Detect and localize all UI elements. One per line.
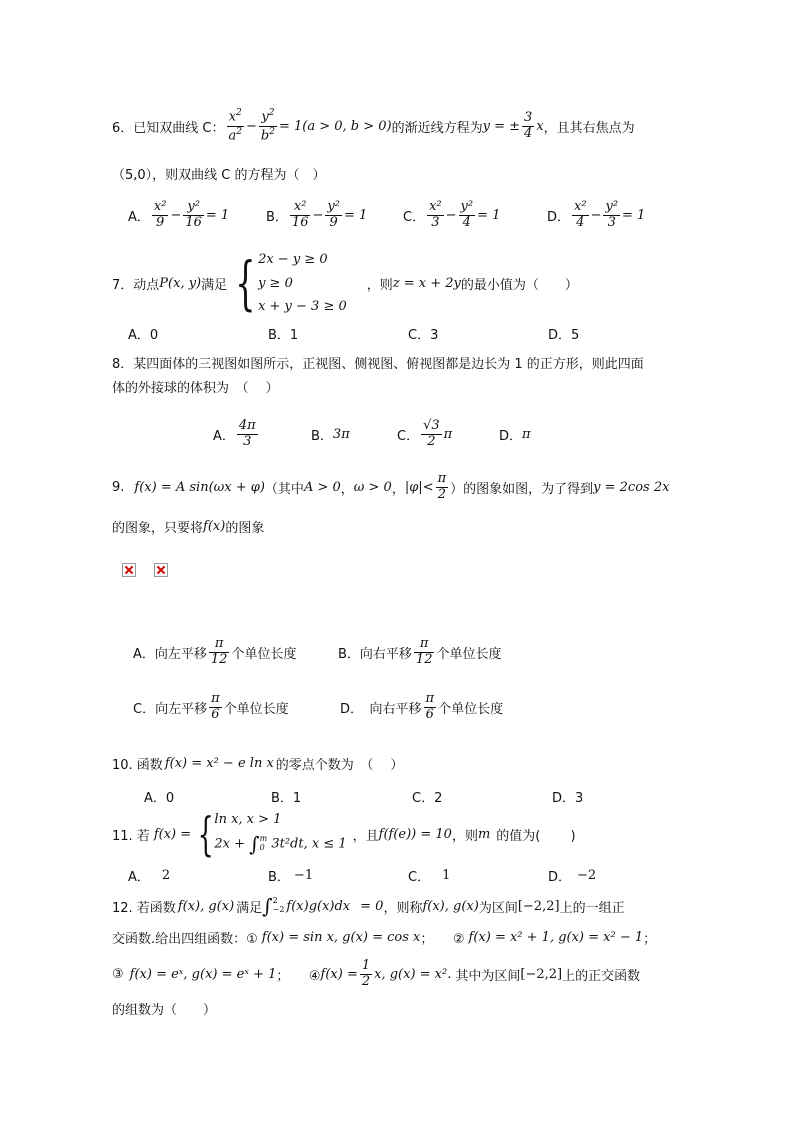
q12-line4: 的组数为（ ）: [112, 1003, 217, 1018]
q7-point: P(x, y): [159, 275, 202, 291]
q6-asym-pre: y = ±: [482, 118, 521, 134]
q9-option-b: B．向右平移 $\frac{\pi}{12}$ 个单位长度: [338, 635, 502, 667]
q7-post: 的最小值为（ ）: [460, 277, 578, 293]
q6-option-a: A． $\frac{\text{x²}}{9}$ − $\frac{\text{y²}}{16}$ = 1: [128, 198, 230, 230]
q7-then: ，则: [366, 277, 393, 293]
broken-image-icon: [122, 563, 136, 577]
q7-line: [112, 250, 578, 316]
q6-option-d: D． $\frac{\text{x²}}{4}$ − $\frac{\text{y²}}{3}$ = 1: [547, 198, 646, 230]
q8-line2: 体的外接球的体积为 （ ）: [112, 381, 279, 396]
q6-line2: （5,0），则双曲线 C 的方程为（ ）: [112, 168, 326, 183]
q6-line1: 6． 已知双曲线 C： $\frac{x^2}{a^2}$ − $\frac{y^2}{b^2}$ = 1(a > 0, b > 0) 的渐近线方程为 y = ± $\frac{3}{4}$ x ，且其右焦点为: [112, 108, 635, 143]
q9-line2: 的图象，只要将 f(x) 的图象: [112, 519, 265, 536]
q12-line2: 交函数.给出四组函数：① f(x) = sin x, g(x) = cos x ； ② f(x) = x² + 1, g(x) = x² − 1 ；: [112, 930, 657, 947]
q7-option-b: B．1: [268, 328, 299, 343]
q6-number: 6．: [112, 120, 134, 136]
q7-pre: 动点: [133, 277, 160, 293]
q12-line3: ③ f(x) = eˣ, g(x) = eˣ + 1 ； ④ f(x) = $\frac{1}{2}$ x, g(x) = x². 其中为区间 [−2,2] 上的正交函数: [112, 957, 641, 989]
q6-cond: = 1(a > 0, b > 0): [278, 118, 392, 134]
q7-z: z = x + 2y: [392, 275, 461, 291]
q10-option-b: B．1: [271, 791, 302, 806]
q9-line1: 9. f(x) = A sin(ωx + φ) （其中 A > 0 ， ω > 0 ， |φ|< $\frac{\pi}{2}$ ）的图象如图，为了得到 y = 2cos 2x: [112, 470, 670, 502]
q7-option-a: A．0: [128, 328, 159, 343]
q11-cases: ln x, x > 1 2x + ∫ m 0 3t²dt, x ≤ 1: [214, 812, 347, 856]
q11-option-b: B． −1: [268, 868, 314, 885]
q7-option-c: C．3: [408, 328, 439, 343]
q7-satisfy: 满足: [201, 277, 228, 293]
q12-line1: 12. 若函数 f(x), g(x) 满足 ∫ 2 −2 f(x)g(x)dx = 0 ，则称 f(x), g(x) 为区间 [−2,2] 上的一组正: [112, 894, 625, 918]
q11-option-d: D． −2: [548, 868, 597, 885]
q6-option-b: B． $\frac{\text{x²}}{16}$ − $\frac{\text{y²}}{9}$ = 1: [266, 198, 368, 230]
q9-option-a: A．向左平移 $\frac{\pi}{12}$ 个单位长度: [133, 635, 297, 667]
q10-option-d: D．3: [552, 791, 584, 806]
q8-option-b: B． 3π: [311, 426, 350, 444]
q6-mid: 的渐近线方程为: [391, 120, 483, 136]
q6-frac-x: $\frac{x^2}{a^2}$: [228, 108, 242, 143]
q6-post: ，且其右焦点为: [543, 120, 635, 136]
q11-option-a: A． 2: [128, 868, 171, 885]
q10-option-a: A．0: [144, 791, 175, 806]
q9-option-d: D． 向右平移 $\frac{\pi}{6}$ 个单位长度: [340, 690, 504, 722]
q7-system: 2x − y ≥ 0 y ≥ 0 x + y − 3 ≥ 0: [258, 252, 347, 314]
broken-image-icon: [154, 563, 168, 577]
q10-line: 10. 函数 f(x) = x² − e ln x 的零点个数为 （ ）: [112, 756, 404, 773]
q7-option-d: D．5: [548, 328, 580, 343]
q7-number: 7．: [112, 277, 134, 293]
q11-option-c: C． 1: [408, 868, 451, 885]
q8-option-d: D． π: [499, 426, 531, 444]
q11-line: 11. 若 f(x) = { ln x, x > 1 2x + ∫ m 0 3t²dt, x ≤ 1 ，且 f(f(e)) = 10 ，则 m 的值为( ): [112, 807, 576, 861]
q10-option-c: C．2: [412, 791, 443, 806]
q8-line1: 8．某四面体的三视图如图所示，正视图、侧视图、俯视图都是边长为 1 的正方形，则此四面: [112, 357, 644, 372]
q6-option-c: C． $\frac{\text{x²}}{3}$ − $\frac{\text{y²}}{4}$ = 1: [403, 198, 501, 230]
q6-pre: 已知双曲线 C：: [133, 120, 225, 136]
q9-option-c: C．向左平移 $\frac{\pi}{6}$ 个单位长度: [133, 690, 289, 722]
q8-option-a: A． $\frac{4\pi}{3}$: [213, 417, 256, 449]
q6-asym-post: x: [536, 118, 544, 134]
q7-brace: {: [235, 249, 256, 317]
q6-frac-y: $\frac{y^2}{b^2}$: [260, 108, 275, 143]
q8-option-c: C． $\frac{√3}{2}$ π: [397, 417, 453, 449]
q6-asym-frac: $\frac{3}{4}$: [524, 109, 533, 141]
